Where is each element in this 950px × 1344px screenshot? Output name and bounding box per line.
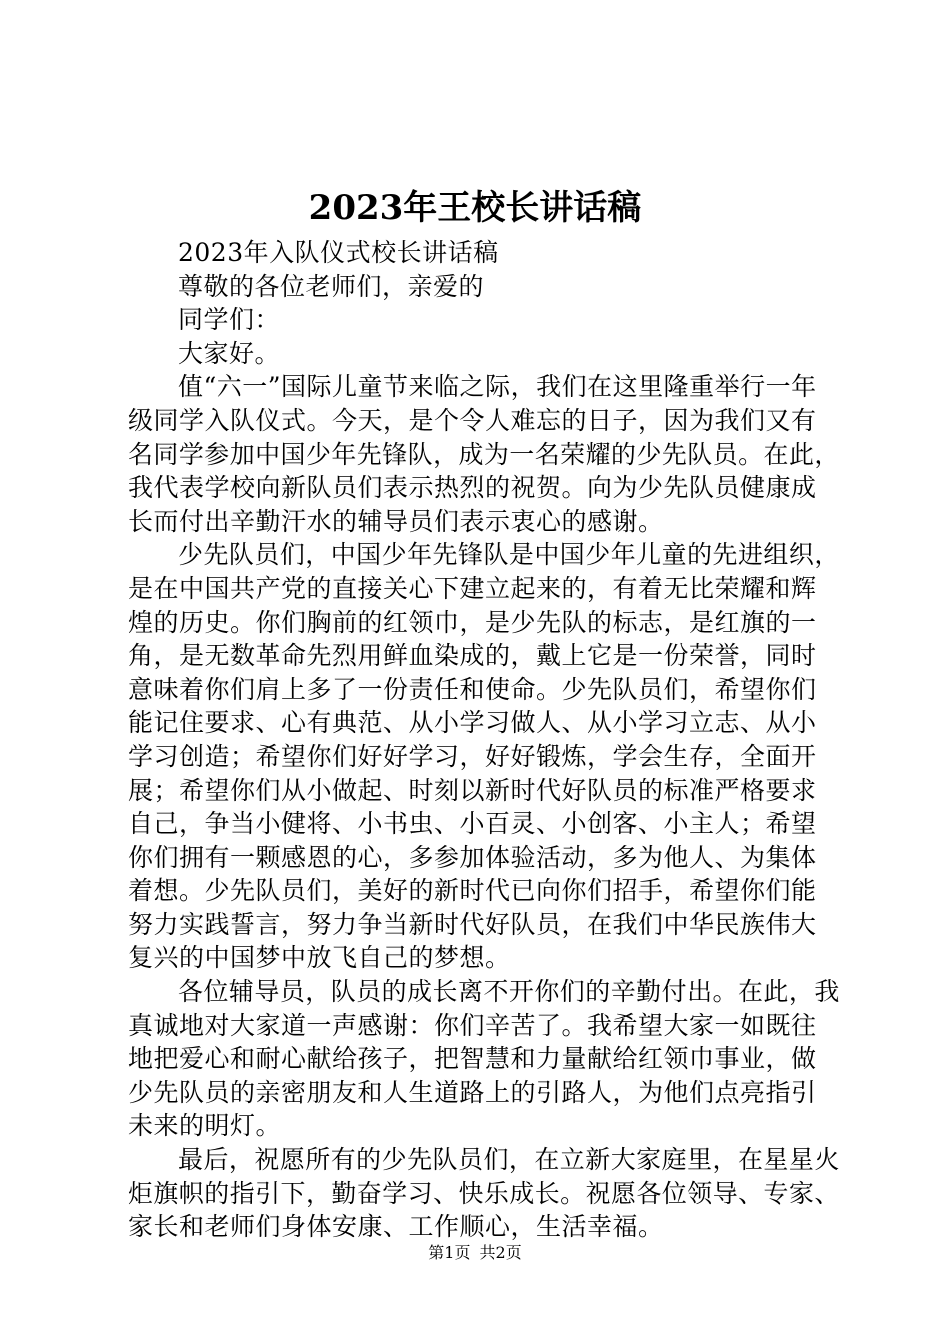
body-line: 自己，争当小健将、小书虫、小百灵、小创客、小主人；希望 [128,809,817,839]
body-line: 未来的明灯。 [128,1111,282,1141]
body-line: 地把爱心和耐心献给孩子，把智慧和力量献给红领巾事业，做 [128,1044,817,1074]
body-line: 我代表学校向新队员们表示热烈的祝贺。向为少先队员健康成 [128,473,817,503]
body-line: 角，是无数革命先烈用鲜血染成的，戴上它是一份荣誉，同时 [128,641,817,671]
page-number: 第1页 [428,1243,471,1262]
document-body [128,236,840,1244]
body-line: 同学们： [178,305,281,335]
body-line: 大家好。 [178,338,281,368]
body-line: 努力实践誓言，努力争当新时代好队员，在我们中华民族伟大 [128,909,817,939]
body-line: 少先队员们，中国少年先锋队是中国少年儿童的先进组织， [178,540,840,570]
body-line: 名同学参加中国少年先锋队，成为一名荣耀的少先队员。在此， [128,439,840,469]
page-footer [0,1242,950,1264]
body-line: 各位辅导员，队员的成长离不开你们的辛勤付出。在此，我 [178,977,840,1007]
body-line: 真诚地对大家道一声感谢：你们辛苦了。我希望大家一如既往 [128,1010,817,1040]
document-title: 2023年王校长讲话稿 [308,188,642,228]
body-line: 展；希望你们从小做起、时刻以新时代好队员的标准严格要求 [128,775,817,805]
body-line: 2023年入队仪式校长讲话稿 [178,238,499,267]
body-line: 尊敬的各位老师们，亲爱的 [178,271,485,301]
body-line: 长而付出辛勤汗水的辅导员们表示衷心的感谢。 [128,506,664,536]
body-line: 炬旗帜的指引下，勤奋学习、快乐成长。祝愿各位领导、专家、 [128,1178,840,1208]
body-line: 级同学入队仪式。今天，是个令人难忘的日子，因为我们又有 [128,405,817,435]
body-line: 复兴的中国梦中放飞自己的梦想。 [128,943,511,973]
body-line: 煌的历史。你们胸前的红领巾，是少先队的标志，是红旗的一 [128,607,817,637]
page-total: 共2页 [479,1243,522,1262]
body-line: 家长和老师们身体安康、工作顺心，生活幸福。 [128,1212,664,1242]
body-line: 少先队员的亲密朋友和人生道路上的引路人，为他们点亮指引 [128,1077,817,1107]
body-line: 学习创造；希望你们好好学习，好好锻炼，学会生存，全面开 [128,741,817,771]
body-line: 意味着你们肩上多了一份责任和使命。少先队员们，希望你们 [128,674,817,704]
body-line: 最后，祝愿所有的少先队员们，在立新大家庭里，在星星火 [178,1145,840,1175]
body-line: 能记住要求、心有典范、从小学习做人、从小学习立志、从小 [128,708,817,738]
body-line: 值“六一”国际儿童节来临之际，我们在这里隆重举行一年 [178,372,817,402]
body-line: 是在中国共产党的直接关心下建立起来的，有着无比荣耀和辉 [128,573,817,603]
body-line: 你们拥有一颗感恩的心，多参加体验活动，多为他人、为集体 [128,842,817,872]
body-line: 着想。少先队员们，美好的新时代已向你们招手，希望你们能 [128,876,817,906]
